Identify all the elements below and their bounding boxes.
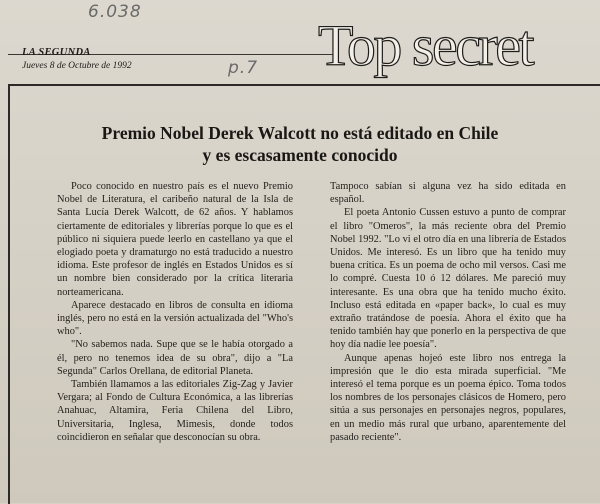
section-masthead: Top secret bbox=[318, 13, 533, 78]
paragraph: Poco conocido en nuestro país es el nuevo Premio Nobel de Literatura, el caribeño natural de la Isla de Santa Lucía Derek Walcott, de 62 años. Y hablamos ciertamente de editoriales y librerías porque lo que es el público ni siquiera puede leerlo en castellano ya que el elogiado poeta y dramaturgo no está traducido a nuestro idioma. Este profesor de inglés en Estados Unidos es sí un nombre bien considerado por la crítica literaria norteamericana. bbox=[57, 181, 293, 298]
article-column-left bbox=[57, 180, 293, 444]
paragraph: El poeta Antonio Cussen estuvo a punto de comprar el libro "Omeros", la más reciente obra del Premio Nobel 1992. "Lo vi el otro día en una librería de Estados Unidos. Me interesó. Es un libro que ha tenido muy buena crítica. Es un poema de ocho mil versos. Casi me lo compré. Cuesta 10 ó 12 dólares. Me pareció muy interesante. Es una obra que ha tenido mucho éxito. Incluso está editada en «paper back», lo cual es muy extraño tratándose de poesía. Ahora el éxito que ha tenido también hay que ponerlo en la perspectiva de que hoy día nadie lee poesía". bbox=[330, 207, 566, 351]
paragraph: "No sabemos nada. Supe que se le había otorgado a él, pero no tenemos idea de su obra", dijo a "La Segunda" Carlos Orellana, de editorial Planeta. bbox=[57, 339, 293, 377]
handwritten-page-number: p.7 bbox=[228, 58, 259, 78]
headline-line-2: y es escasamente conocido bbox=[202, 145, 398, 165]
paragraph: También llamamos a las editoriales Zig-Zag y Javier Vergara; al Fondo de Cultura Económica, a las librerías Anahuac, Altamira, Feria Chilena del Libro, Universitaria, Inglesa, Mimesis, donde todos coincidieron en señalar que desconocían su obra. bbox=[57, 379, 293, 443]
paragraph: Aparece destacado en libros de consulta en idioma inglés, pero no está en la versión actualizada del "Who's who". bbox=[57, 299, 293, 338]
publication-date: Jueves 8 de Octubre de 1992 bbox=[22, 61, 132, 71]
handwritten-archive-number: 6.038 bbox=[88, 2, 142, 22]
paragraph-continued: Tampoco sabían si alguna vez ha sido editada en español. bbox=[330, 181, 566, 206]
headline-line-1: Premio Nobel Derek Walcott no está editado en Chile bbox=[101, 123, 499, 143]
article-column-right bbox=[330, 180, 566, 444]
article-headline bbox=[20, 122, 580, 166]
publication-name: LA SEGUNDA bbox=[22, 47, 91, 58]
paragraph: Aunque apenas hojeó este libro nos entrega la impresión que le dio esta mirada superficial. "Me interesó el tema porque es un poema épico. Toma todos los nombres de los personajes clásicos de Homero, pero sitúa a sus personajes en personajes negros, populares, en un medio más rural que urbano, aparentemente del pasado reciente". bbox=[330, 352, 566, 443]
